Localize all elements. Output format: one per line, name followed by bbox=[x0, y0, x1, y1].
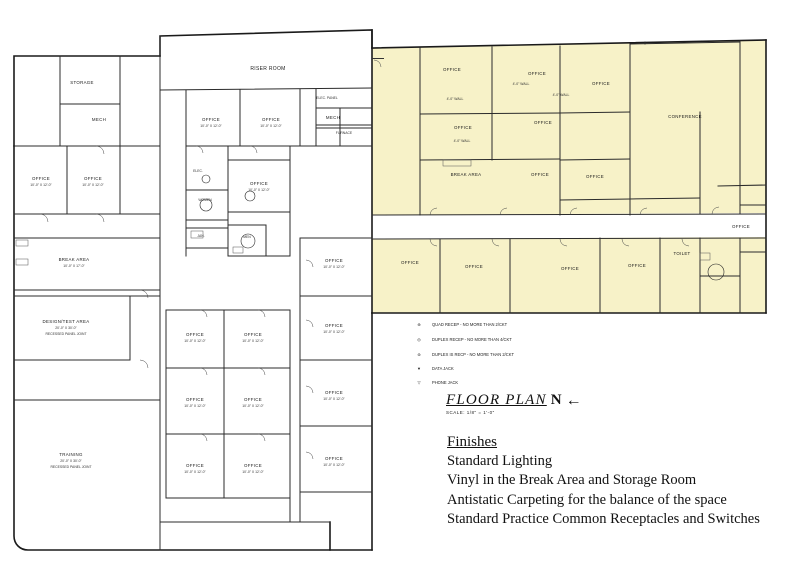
room-label: BREAK AREA bbox=[450, 172, 482, 177]
room-dimension: 10'-0" X 17'-0" bbox=[63, 264, 85, 268]
quad-receptacle-icon: ⊕ bbox=[417, 322, 421, 327]
room-label: OFFICE bbox=[250, 181, 268, 186]
wall-note: 4'-0" WALL bbox=[446, 97, 464, 101]
room-label: OFFICE bbox=[325, 390, 343, 395]
room-label: OFFICE bbox=[186, 397, 204, 402]
room-dimension: 20'-0" X 30'-0" bbox=[55, 326, 77, 330]
finishes-line: Standard Practice Common Receptacles and Switches bbox=[447, 510, 760, 527]
room-dimension: 10'-0" X 12'-0" bbox=[184, 470, 206, 474]
room-dimension: 10'-0" X 12'-0" bbox=[323, 463, 345, 467]
finishes-heading: Finishes bbox=[447, 434, 498, 450]
room-dimension: 10'-0" X 12'-0" bbox=[184, 339, 206, 343]
north-letter: N bbox=[550, 392, 562, 408]
room-label: JAN. bbox=[197, 234, 205, 238]
room-label: TOILET bbox=[673, 251, 691, 256]
room-label: OFFICE bbox=[401, 260, 419, 265]
page-title: FLOOR PLAN bbox=[446, 392, 547, 408]
room-dimension: 10'-0" X 12'-0" bbox=[323, 330, 345, 334]
room-dimension: 10'-0" X 12'-0" bbox=[184, 404, 206, 408]
room-label: OFFICE bbox=[454, 125, 472, 130]
room-label: ELEC. bbox=[193, 169, 203, 173]
room-label: OFFICE bbox=[528, 71, 546, 76]
room-label: WOMEN bbox=[198, 198, 212, 202]
room-label: OFFICE bbox=[586, 174, 604, 179]
wall-note: 4'-0" WALL bbox=[552, 93, 570, 97]
finishes-line: Vinyl in the Break Area and Storage Room bbox=[447, 472, 697, 489]
room-dimension: 10'-0" X 12'-0" bbox=[30, 183, 52, 187]
room-label: FURNACE bbox=[335, 131, 353, 135]
room-label: OFFICE bbox=[325, 456, 343, 461]
room-label: OFFICE bbox=[592, 81, 610, 86]
room-label: OFFICE bbox=[443, 67, 461, 72]
finishes-block bbox=[447, 434, 799, 529]
room-label: OFFICE bbox=[262, 117, 280, 122]
room-label: OFFICE bbox=[244, 463, 262, 468]
room-label: OFFICE bbox=[84, 176, 102, 181]
room-dimension: 10'-0" X 12'-0" bbox=[248, 188, 270, 192]
room-label: OFFICE bbox=[186, 332, 204, 337]
room-dimension: 10'-0" X 12'-0" bbox=[260, 124, 282, 128]
room-label: OFFICE bbox=[186, 463, 204, 468]
room-dimension: 20'-0" X 30'-0" bbox=[60, 459, 82, 463]
finishes-line: Antistatic Carpeting for the balance of the space bbox=[447, 491, 727, 508]
room-label: OFFICE bbox=[244, 397, 262, 402]
room-label: MECH bbox=[91, 117, 107, 122]
legend-text: DATA JACK bbox=[432, 366, 454, 371]
data-jack-icon: ▼ bbox=[417, 366, 421, 371]
room-label: TRAINING bbox=[59, 452, 83, 457]
room-label: OFFICE bbox=[244, 332, 262, 337]
room-label: ELEC. PANEL bbox=[316, 96, 338, 100]
legend-text: QUAD RECEP - NO MORE THAN 2/CKT bbox=[432, 322, 508, 327]
room-label: MEN bbox=[243, 235, 251, 239]
room-dimension: 10'-0" X 12'-0" bbox=[242, 470, 264, 474]
room-dimension: 10'-0" X 12'-0" bbox=[323, 397, 345, 401]
room-note: RECESSED PANEL JOINT bbox=[50, 465, 92, 469]
room-label: OFFICE bbox=[732, 224, 750, 229]
duplex-receptacle-icon: ◎ bbox=[417, 337, 421, 342]
room-label: OFFICE bbox=[628, 263, 646, 268]
title-block bbox=[446, 392, 786, 415]
room-dimension: 10'-0" X 12'-0" bbox=[242, 404, 264, 408]
phone-jack-icon: ▽ bbox=[417, 380, 421, 385]
legend-text: PHONE JACK bbox=[432, 380, 459, 385]
duplex-is-recep-icon: ⊛ bbox=[417, 352, 421, 357]
wall-note: 4'-0" WALL bbox=[453, 139, 471, 143]
room-label: OFFICE bbox=[325, 323, 343, 328]
room-label: OFFICE bbox=[465, 264, 483, 269]
room-label: OFFICE bbox=[32, 176, 50, 181]
legend-text: DUPLEX RECEP - NO MORE THAN 4/CKT bbox=[432, 337, 512, 342]
room-label: STORAGE bbox=[70, 80, 94, 85]
room-label: OFFICE bbox=[325, 258, 343, 263]
drawing-scale: SCALE: 1/8" = 1'-0" bbox=[446, 410, 495, 415]
wall-note: 4'-0" WALL bbox=[512, 82, 530, 86]
room-label: CONFERENCE bbox=[668, 114, 702, 119]
title-row bbox=[446, 392, 786, 409]
left-room-labels bbox=[30, 66, 353, 474]
room-label: MECH bbox=[325, 115, 341, 120]
north-arrow-icon: ← bbox=[565, 391, 582, 409]
room-label: OFFICE bbox=[534, 120, 552, 125]
legend bbox=[417, 322, 514, 385]
room-dimension: 10'-0" X 12'-0" bbox=[82, 183, 104, 187]
room-label: RISER ROOM bbox=[250, 66, 286, 72]
room-label: BREAK AREA bbox=[58, 257, 90, 262]
room-dimension: 10'-0" X 12'-0" bbox=[200, 124, 222, 128]
room-label: OFFICE bbox=[531, 172, 549, 177]
room-label: OFFICE bbox=[202, 117, 220, 122]
room-label: DESIGN/TEST AREA bbox=[42, 319, 90, 324]
room-dimension: 10'-0" X 12'-0" bbox=[242, 339, 264, 343]
room-note: RECESSED PANEL JOINT bbox=[45, 332, 87, 336]
legend-text: DUPLEX IS RECP - NO MORE THAN 2/CKT bbox=[432, 352, 514, 357]
room-dimension: 10'-0" X 12'-0" bbox=[323, 265, 345, 269]
highlighted-tenant-area bbox=[372, 40, 766, 313]
finishes-line: Standard Lighting bbox=[447, 453, 553, 469]
room-label: OFFICE bbox=[561, 266, 579, 271]
